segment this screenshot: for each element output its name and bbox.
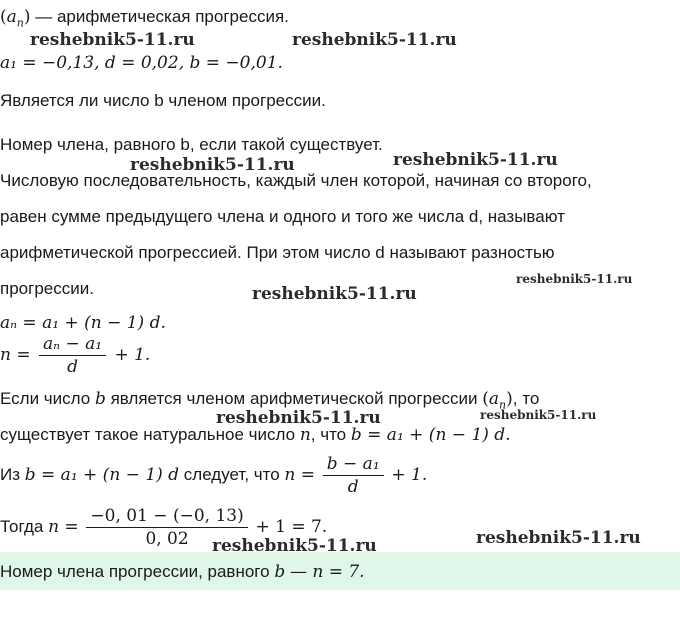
calculation-numerator: −0, 01 − (−0, 13) xyxy=(86,506,247,528)
answer-line xyxy=(0,561,365,583)
watermark: reshebnik5-11.ru xyxy=(30,30,195,50)
sequence-notation: $(a_n)$ xyxy=(482,389,513,412)
n-formula-fraction xyxy=(39,334,106,377)
calculation-denominator: 0, 02 xyxy=(145,529,189,549)
derivation-tail: + 1. xyxy=(391,464,428,485)
condition-text-c: , то xyxy=(512,389,540,408)
question-text: Является ли число b членом прогрессии. xyxy=(0,91,326,110)
derivation-denominator: d xyxy=(347,477,359,497)
n-formula-numerator: aₙ − a₁ xyxy=(39,334,106,356)
answer-var-b: b xyxy=(274,562,286,582)
nth-term-formula: aₙ = a₁ + (n − 1) d. xyxy=(0,313,166,333)
exists-text: существует такое натуральное число xyxy=(0,425,296,444)
var-b: b xyxy=(94,389,106,409)
exists-formula: b = a₁ + (n − 1) d. xyxy=(350,425,511,445)
condition-text-a: Если число xyxy=(0,389,91,408)
watermark: reshebnik5-11.ru xyxy=(476,528,641,548)
watermark: reshebnik5-11.ru xyxy=(216,408,381,428)
derivation-n-lhs: n = xyxy=(284,464,316,485)
watermark: reshebnik5-11.ru xyxy=(212,536,377,556)
given-values: a₁ = −0,13, d = 0,02, b = −0,01. xyxy=(0,53,283,73)
watermark: reshebnik5-11.ru xyxy=(292,30,457,50)
answer-text: Номер члена прогрессии, равного xyxy=(0,562,270,581)
var-n: n xyxy=(299,425,311,445)
exists-tail: , что xyxy=(310,425,347,444)
n-formula-rhs: + 1. xyxy=(114,345,151,365)
follows-text: следует, что xyxy=(183,464,280,484)
definition-line-2: равен сумме предыдущего члена и одного и того же числа d, называют xyxy=(0,207,565,226)
sequence-notation: $(a_n)$ xyxy=(0,7,31,30)
then-text: Тогда xyxy=(0,516,44,536)
watermark: reshebnik5-11.ru xyxy=(480,408,597,422)
definition-line-3: арифметической прогрессией. При этом число d называют разностью xyxy=(0,243,555,262)
task-text: Номер члена, равного b, если такой существует. xyxy=(0,135,383,154)
watermark: reshebnik5-11.ru xyxy=(516,272,633,286)
from-text: Из xyxy=(0,464,21,484)
intro-text: — арифметическая прогрессия. xyxy=(35,7,289,26)
from-formula: b = a₁ + (n − 1) d xyxy=(24,464,180,485)
derivation-numerator: b − a₁ xyxy=(323,454,384,476)
derivation-fraction xyxy=(323,454,384,497)
answer-box xyxy=(0,552,680,590)
n-formula-denominator: d xyxy=(67,357,78,377)
calc-n-lhs: n = xyxy=(48,516,79,537)
n-formula-lhs: n = xyxy=(0,345,31,365)
definition-line-1: Числовую последовательность, каждый член которой, начиная со второго, xyxy=(0,171,592,190)
calculation-tail: + 1 = 7. xyxy=(255,516,328,537)
watermark: reshebnik5-11.ru xyxy=(393,150,558,170)
derivation-line xyxy=(0,454,427,497)
definition-line-4: прогрессии. xyxy=(0,279,94,298)
n-formula xyxy=(0,334,150,377)
answer-result: — n = 7. xyxy=(289,562,365,582)
watermark: reshebnik5-11.ru xyxy=(252,284,417,304)
condition-text-b: является членом арифметической прогрессии xyxy=(110,389,478,408)
watermark: reshebnik5-11.ru xyxy=(130,155,295,175)
